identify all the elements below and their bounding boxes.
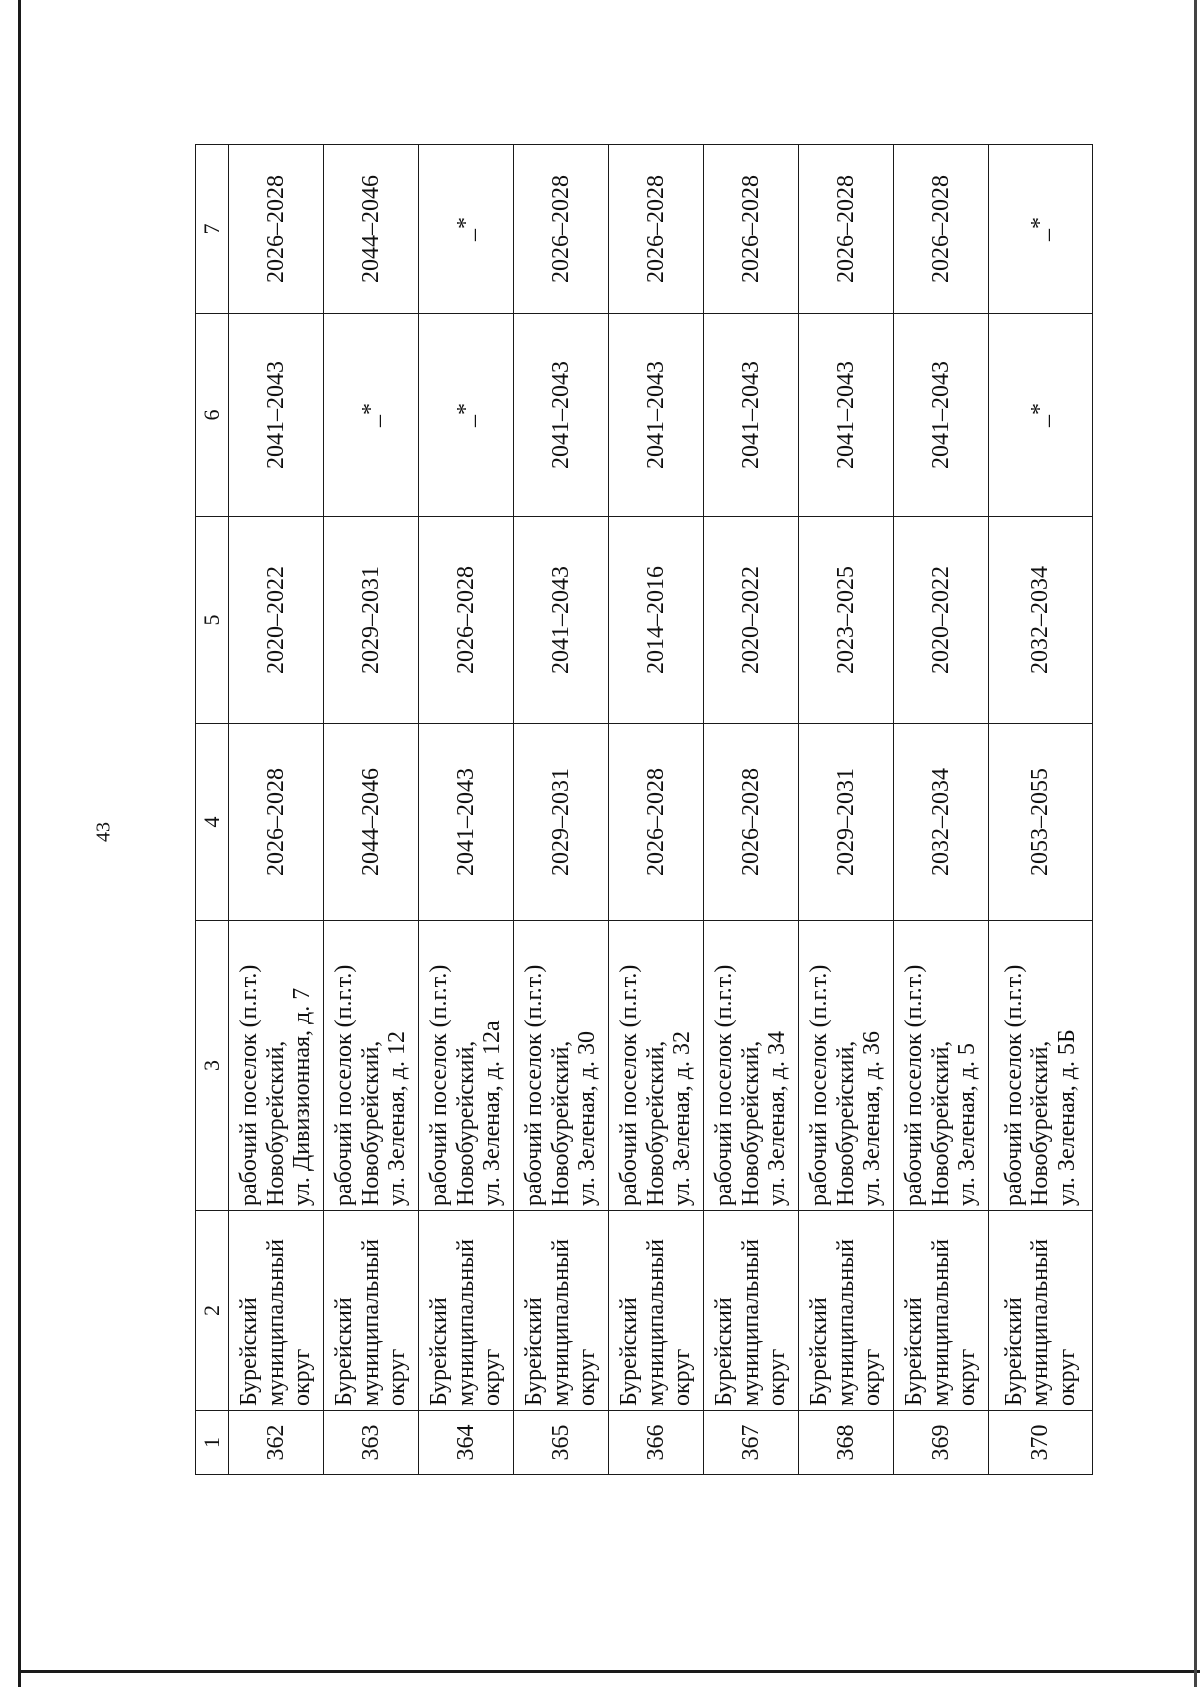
scan-border-right — [1194, 0, 1197, 1687]
address-line: Новобурейский, — [642, 1040, 669, 1206]
column-header: 2 — [196, 1211, 229, 1411]
row-number-cell: 362 — [229, 1411, 324, 1475]
row-number-cell: 369 — [894, 1411, 989, 1475]
period-cell: 2026–2028 — [229, 724, 324, 921]
address-line: рабочий поселок (п.г.т.) — [426, 964, 453, 1206]
period-cell: 2026–2028 — [609, 724, 704, 921]
table-row — [419, 145, 514, 1475]
district-line: Бурейский — [426, 1297, 453, 1406]
schedule-table — [195, 144, 1093, 1475]
address-line: Новобурейский, — [1027, 1040, 1054, 1206]
address-line: рабочий поселок (п.г.т.) — [1000, 964, 1027, 1206]
address-line: рабочий поселок (п.г.т.) — [901, 964, 928, 1206]
district-line: Бурейский — [1000, 1297, 1027, 1406]
table-row — [894, 145, 989, 1475]
period-cell: 2041–2043 — [229, 314, 324, 517]
address-cell — [989, 921, 1093, 1211]
period-cell: 2026–2028 — [609, 145, 704, 314]
row-number-cell: 368 — [799, 1411, 894, 1475]
district-line: муниципальный — [547, 1238, 574, 1406]
period-cell: 2032–2034 — [894, 724, 989, 921]
period-cell: 2026–2028 — [894, 145, 989, 314]
district-line: округ — [764, 1348, 791, 1406]
district-line: Бурейский — [901, 1297, 928, 1406]
district-line: Бурейский — [331, 1297, 358, 1406]
address-line: ул. Зеленая, д. 5Б — [1053, 1029, 1080, 1206]
district-line: Бурейский — [236, 1297, 263, 1406]
address-line: Новобурейский, — [737, 1040, 764, 1206]
district-line: округ — [669, 1348, 696, 1406]
table-row — [989, 145, 1093, 1475]
scan-border-bottom — [18, 1670, 1200, 1673]
period-cell: 2044–2046 — [324, 145, 419, 314]
address-cell — [229, 921, 324, 1211]
district-cell — [989, 1211, 1093, 1411]
page-number: 43 — [92, 822, 115, 842]
period-cell: 2041–2043 — [609, 314, 704, 517]
district-line: округ — [1053, 1348, 1080, 1406]
period-cell: 2041–2043 — [704, 314, 799, 517]
period-cell: 2041–2043 — [514, 314, 609, 517]
period-cell: 2032–2034 — [989, 517, 1093, 724]
period-cell: _* — [989, 145, 1093, 314]
address-line: Новобурейский, — [547, 1040, 574, 1206]
district-cell — [324, 1211, 419, 1411]
address-cell — [609, 921, 704, 1211]
district-line: муниципальный — [357, 1238, 384, 1406]
period-cell: _* — [989, 314, 1093, 517]
column-header: 1 — [196, 1411, 229, 1475]
column-header: 6 — [196, 314, 229, 517]
table-row — [514, 145, 609, 1475]
period-cell: 2044–2046 — [324, 724, 419, 921]
address-line: ул. Зеленая, д. 12а — [479, 1020, 506, 1206]
address-cell — [514, 921, 609, 1211]
address-line: рабочий поселок (п.г.т.) — [806, 964, 833, 1206]
address-line: Новобурейский, — [927, 1040, 954, 1206]
table-row — [609, 145, 704, 1475]
address-line: рабочий поселок (п.г.т.) — [236, 964, 263, 1206]
row-number-cell: 366 — [609, 1411, 704, 1475]
district-line: Бурейский — [616, 1297, 643, 1406]
address-line: рабочий поселок (п.г.т.) — [331, 964, 358, 1206]
district-line: округ — [574, 1348, 601, 1406]
district-line: округ — [384, 1348, 411, 1406]
district-cell — [514, 1211, 609, 1411]
address-line: рабочий поселок (п.г.т.) — [711, 964, 738, 1206]
row-number-cell: 370 — [989, 1411, 1093, 1475]
address-line: рабочий поселок (п.г.т.) — [616, 964, 643, 1206]
period-cell: 2023–2025 — [799, 517, 894, 724]
address-line: ул. Зеленая, д. 36 — [859, 1031, 886, 1206]
scan-border-left — [18, 0, 21, 1687]
district-cell — [229, 1211, 324, 1411]
district-cell — [419, 1211, 514, 1411]
row-number-cell: 363 — [324, 1411, 419, 1475]
period-cell: 2026–2028 — [229, 145, 324, 314]
address-line: ул. Зеленая, д. 30 — [574, 1031, 601, 1206]
period-cell: 2020–2022 — [704, 517, 799, 724]
column-header: 3 — [196, 921, 229, 1211]
address-line: ул. Зеленая, д. 12 — [384, 1031, 411, 1206]
address-line: ул. Дивизионная, д. 7 — [289, 987, 316, 1206]
period-cell: 2029–2031 — [514, 724, 609, 921]
period-cell: _* — [419, 314, 514, 517]
table-row — [704, 145, 799, 1475]
rotated-table-container — [195, 145, 1085, 1475]
period-cell: 2053–2055 — [989, 724, 1093, 921]
address-line: Новобурейский, — [832, 1040, 859, 1206]
table-row — [799, 145, 894, 1475]
address-cell — [799, 921, 894, 1211]
period-cell: _* — [324, 314, 419, 517]
address-cell — [324, 921, 419, 1211]
address-line: ул. Зеленая, д. 34 — [764, 1031, 791, 1206]
period-cell: _* — [419, 145, 514, 314]
address-cell — [894, 921, 989, 1211]
row-number-cell: 365 — [514, 1411, 609, 1475]
period-cell: 2026–2028 — [514, 145, 609, 314]
address-cell — [704, 921, 799, 1211]
period-cell: 2026–2028 — [419, 517, 514, 724]
period-cell: 2026–2028 — [799, 145, 894, 314]
district-cell — [799, 1211, 894, 1411]
address-line: рабочий поселок (п.г.т.) — [521, 964, 548, 1206]
period-cell: 2029–2031 — [324, 517, 419, 724]
district-cell — [704, 1211, 799, 1411]
district-line: муниципальный — [452, 1238, 479, 1406]
period-cell: 2026–2028 — [704, 145, 799, 314]
period-cell: 2041–2043 — [894, 314, 989, 517]
address-line: Новобурейский, — [357, 1040, 384, 1206]
period-cell: 2029–2031 — [799, 724, 894, 921]
district-line: Бурейский — [711, 1297, 738, 1406]
district-line: Бурейский — [806, 1297, 833, 1406]
district-line: округ — [954, 1348, 981, 1406]
column-header: 5 — [196, 517, 229, 724]
address-line: ул. Зеленая, д. 32 — [669, 1031, 696, 1206]
period-cell: 2014–2016 — [609, 517, 704, 724]
row-number-cell: 364 — [419, 1411, 514, 1475]
district-cell — [609, 1211, 704, 1411]
address-line: Новобурейский, — [262, 1040, 289, 1206]
period-cell: 2020–2022 — [229, 517, 324, 724]
table-header-row — [196, 145, 229, 1475]
district-line: Бурейский — [521, 1297, 548, 1406]
district-line: муниципальный — [927, 1238, 954, 1406]
row-number-cell: 367 — [704, 1411, 799, 1475]
table-row — [229, 145, 324, 1475]
period-cell: 2020–2022 — [894, 517, 989, 724]
period-cell: 2026–2028 — [704, 724, 799, 921]
district-line: округ — [289, 1348, 316, 1406]
district-cell — [894, 1211, 989, 1411]
district-line: муниципальный — [737, 1238, 764, 1406]
district-line: округ — [479, 1348, 506, 1406]
address-cell — [419, 921, 514, 1211]
district-line: муниципальный — [262, 1238, 289, 1406]
district-line: муниципальный — [832, 1238, 859, 1406]
column-header: 4 — [196, 724, 229, 921]
district-line: округ — [859, 1348, 886, 1406]
period-cell: 2041–2043 — [514, 517, 609, 724]
address-line: Новобурейский, — [452, 1040, 479, 1206]
table-row — [324, 145, 419, 1475]
period-cell: 2041–2043 — [799, 314, 894, 517]
district-line: муниципальный — [1027, 1238, 1054, 1406]
column-header: 7 — [196, 145, 229, 314]
district-line: муниципальный — [642, 1238, 669, 1406]
period-cell: 2041–2043 — [419, 724, 514, 921]
address-line: ул. Зеленая, д. 5 — [954, 1043, 981, 1206]
